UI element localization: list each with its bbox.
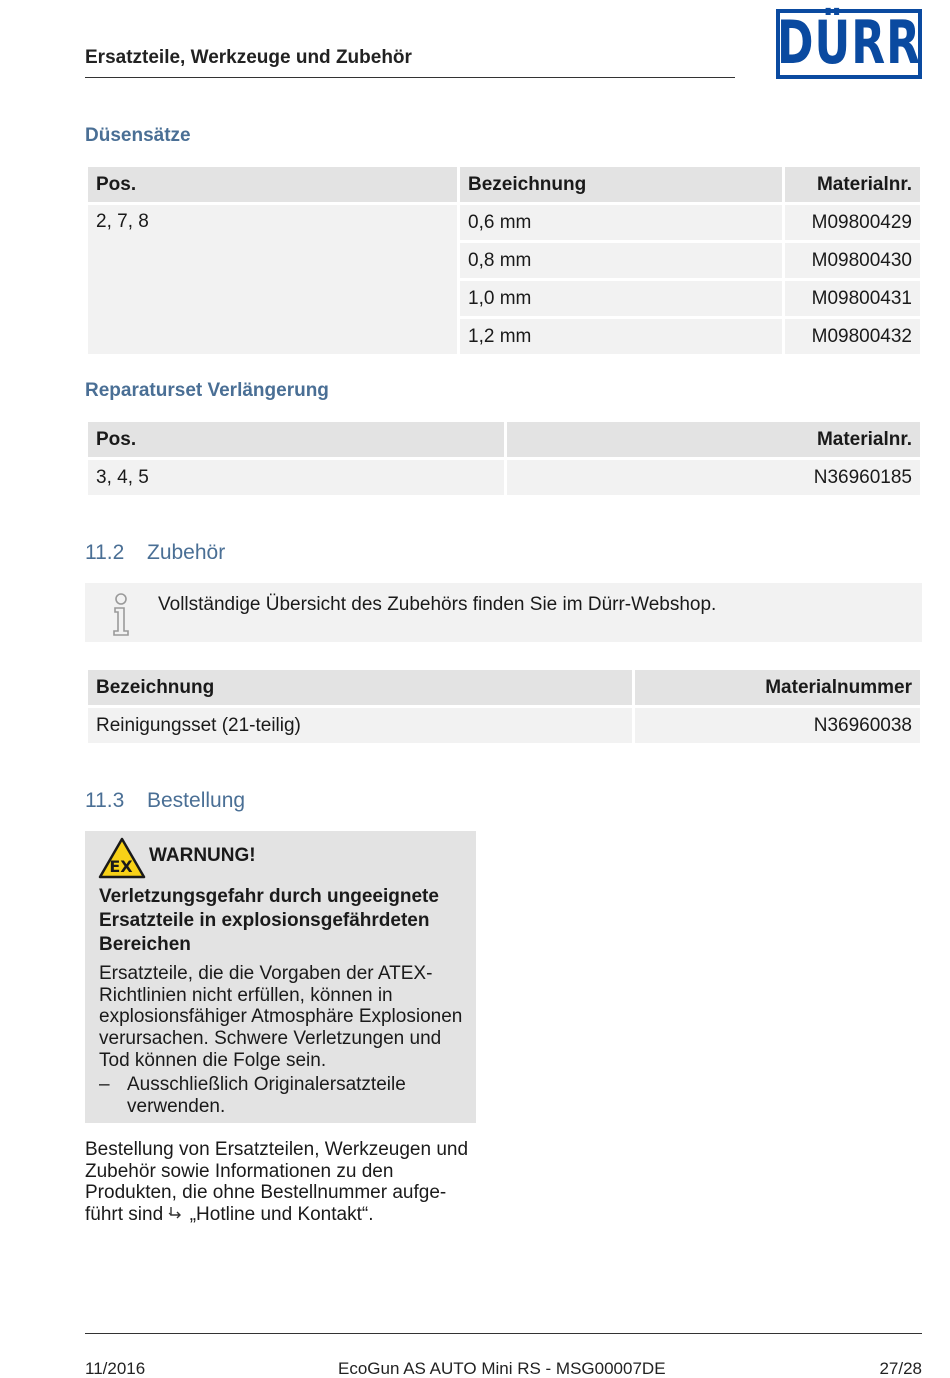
section-heading-accessories: [85, 541, 225, 565]
info-note: [85, 583, 922, 642]
ordering-text-end: .: [368, 1204, 374, 1226]
section-title: Bestellung: [147, 789, 246, 812]
column-header-material: Materialnr.: [785, 167, 920, 202]
table-header-row: [88, 670, 920, 705]
section-number: 11.3: [85, 789, 125, 812]
designation-cell: 1,0 mm: [460, 281, 782, 316]
page-header-title: Ersatzteile, Werkzeuge und Zubehör: [85, 47, 412, 68]
section-title: Zubehör: [147, 541, 226, 564]
warning-step: [99, 1074, 469, 1117]
duerr-logo: [776, 9, 922, 79]
material-cell: M09800431: [785, 281, 920, 316]
cross-reference-arrow-icon: [168, 1206, 184, 1222]
warning-box: [85, 831, 476, 1123]
material-cell: N36960038: [635, 708, 920, 743]
designation-cell: 0,8 mm: [460, 243, 782, 278]
accessories-table: [85, 667, 923, 746]
warning-headline: Verletzungsgefahr durch ungeeignete Ersatzteile in explosionsgefährdeten Bereichen: [99, 886, 439, 955]
column-header-designation: Bezeichnung: [88, 670, 632, 705]
column-header-designation: Bezeichnung: [460, 167, 782, 202]
hotline-link[interactable]: „Hotline und Kontakt“: [189, 1204, 369, 1226]
material-cell: M09800430: [785, 243, 920, 278]
material-cell: M09800432: [785, 319, 920, 354]
footer-divider: [85, 1333, 922, 1334]
column-header-material-number: Materialnummer: [635, 670, 920, 705]
designation-cell: 0,6 mm: [460, 205, 782, 240]
pos-cell: 3, 4, 5: [88, 460, 504, 495]
column-header-pos: Pos.: [88, 422, 504, 457]
table-row: [88, 205, 920, 240]
warning-body: Ersatzteile, die die Vorgaben der ATEX-Richtlinien nicht erfüllen, können in explosionsfähiger Atmosphäre Explosionen verursachen. Schwere Verletzungen und Tod können die Folge sein.: [99, 963, 463, 1071]
svg-text:EX: EX: [109, 857, 133, 876]
table-header-row: [88, 167, 920, 202]
warning-label: WARNUNG!: [149, 845, 256, 866]
step-text: Ausschließlich Originalersatzteile verwenden.: [127, 1074, 406, 1117]
table-row: [88, 708, 920, 743]
table-row: [88, 460, 920, 495]
logo-text: DÜRR: [777, 8, 922, 78]
pos-cell: 2, 7, 8: [88, 205, 457, 354]
nozzle-sets-heading: Düsensätze: [85, 125, 191, 146]
repair-set-heading: Reparaturset Verlängerung: [85, 380, 329, 401]
header-divider: [85, 77, 735, 78]
info-text: Vollständige Übersicht des Zubehörs finden Sie im Dürr-Webshop.: [158, 594, 717, 615]
footer-date: 11/2016: [85, 1359, 146, 1378]
designation-cell: Reinigungsset (21-teilig): [88, 708, 632, 743]
step-marker: –: [99, 1074, 110, 1095]
repair-set-table: [85, 419, 923, 498]
section-heading-ordering: [85, 789, 245, 813]
ordering-paragraph: [85, 1139, 475, 1226]
ex-warning-icon: [98, 837, 146, 879]
material-cell: M09800429: [785, 205, 920, 240]
table-header-row: [88, 422, 920, 457]
info-icon: [107, 593, 135, 637]
ordering-text: Bestellung von Ersatzteilen, Werkzeugen und Zubehör sowie Informationen zu den Produkten, die ohne Bestellnummer aufgeführt sind: [85, 1139, 469, 1226]
nozzle-sets-table: [85, 164, 923, 357]
material-cell: N36960185: [507, 460, 920, 495]
footer-document: EcoGun AS AUTO Mini RS - MSG00007DE: [338, 1359, 666, 1378]
section-number: 11.2: [85, 541, 125, 564]
column-header-material: Materialnr.: [507, 422, 920, 457]
column-header-pos: Pos.: [88, 167, 457, 202]
designation-cell: 1,2 mm: [460, 319, 782, 354]
footer-page-number: 27/28: [879, 1359, 922, 1378]
